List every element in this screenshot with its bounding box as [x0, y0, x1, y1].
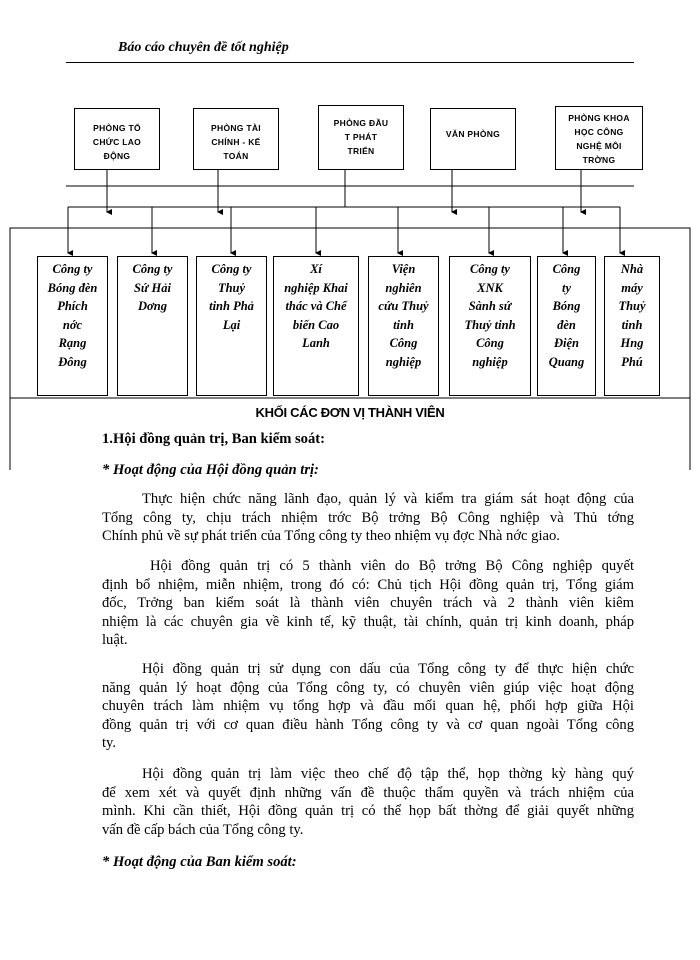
- dept-label: TRIỂN: [347, 146, 375, 156]
- unit-label: cứu Thuỷ: [378, 299, 429, 313]
- unit-box-cao-lanh: [273, 256, 359, 396]
- unit-label: ty: [561, 280, 572, 295]
- unit-label: Dơng: [138, 299, 167, 313]
- paragraph-line: chuyên trách làm nhiệm vụ tổng hợp và đầu mối quan hệ, phối hợp giữa Hội: [102, 698, 634, 714]
- unit-label: Viện: [391, 262, 416, 276]
- paragraph-line: Tổng công ty, chịu trách nhiệm trớc Bộ trởng Bộ Công nghiệp và Thủ tớng: [102, 509, 634, 526]
- paragraph-3: [102, 660, 634, 753]
- unit-box-vien-nghien-cuu: [368, 256, 439, 396]
- dept-label: ĐỘNG: [103, 151, 131, 161]
- unit-box-xnk: [449, 256, 531, 396]
- paragraph-line: ty.: [102, 735, 117, 751]
- unit-label: nghiệp: [472, 354, 508, 369]
- paragraph-line: đồng quản trị với cơ quan điều hành Tổng công ty và cơ quan ngoài Tổng công: [102, 716, 634, 733]
- paragraph-line: mình. Khi cần thiết, Hội đồng quản trị có thể họp bất thờng để giải quyết những: [102, 803, 634, 819]
- unit-label: thác và Chế: [285, 299, 347, 313]
- paragraph-2: [102, 557, 634, 650]
- unit-label: Phích: [57, 299, 88, 313]
- paragraph-line: định bổ nhiệm, miễn nhiệm, trong đó có: Chủ tịch Hội đồng quản trị, Tổng giám: [102, 576, 634, 593]
- dept-label: PHÒNG ĐẦU: [333, 118, 389, 128]
- dept-box-dau-tu: [318, 105, 404, 170]
- unit-box-dien-quang: [537, 256, 596, 396]
- unit-label: Phú: [621, 354, 643, 369]
- paragraph-line: năng quản lý hoạt động của Tổng công ty, có chuyên viên giúp việc hoạt động: [102, 679, 634, 696]
- unit-label: Nhà: [620, 262, 644, 276]
- dept-label: TRỜNG: [582, 155, 616, 165]
- unit-label: Công ty: [211, 262, 252, 276]
- dept-label: HỌC CÔNG: [574, 127, 624, 137]
- dept-box-khoa-hoc: [555, 106, 643, 170]
- unit-label: Sành sứ: [468, 299, 512, 313]
- paragraph-1: [102, 490, 634, 546]
- unit-label: Công: [552, 262, 581, 276]
- paragraph-line: vấn đề cấp bách của Tổng công ty.: [102, 821, 304, 838]
- paragraph-line: Hội đồng quản trị sử dụng con dấu của Tổng công ty để thực hiện chức: [142, 661, 634, 677]
- unit-label: Công: [389, 336, 418, 350]
- unit-label: Xí: [310, 262, 322, 276]
- paragraph-line: Hội đồng quản trị có 5 thành viên do Bộ trởng Bộ Công nghiệp quyết: [150, 558, 634, 574]
- org-chart-connectors: [0, 0, 700, 470]
- dept-label: T PHÁT: [344, 132, 378, 142]
- paragraph-line: nhiệm là các chuyên gia về kinh tế, kỹ thuật, tài chính, quản trị kinh doanh, pháp: [102, 613, 634, 630]
- unit-label: Quang: [548, 354, 585, 369]
- dept-label: PHÒNG TỔ: [93, 123, 141, 133]
- unit-label: Thuỷ: [217, 280, 246, 295]
- dept-box-van-phong: [430, 108, 516, 170]
- unit-label: nghiệp: [385, 354, 422, 369]
- unit-label: nghiệp Khai: [284, 280, 348, 295]
- unit-label: Bóng đèn: [47, 280, 98, 295]
- dept-label: PHÒNG KHOA: [568, 113, 630, 123]
- unit-box-su-hai-duong: [117, 256, 188, 396]
- dept-label: NGHỆ MÔI: [576, 141, 622, 151]
- unit-label: Sứ Hải: [133, 280, 171, 295]
- unit-label: Công ty: [132, 262, 173, 276]
- dept-label: TOÁN: [223, 151, 249, 161]
- unit-label: biến Cao: [292, 317, 340, 332]
- unit-label: XNK: [477, 280, 503, 295]
- unit-label: Bóng: [552, 299, 581, 313]
- paragraph-line: Chính phủ về sự phát triển của Tổng công ty theo nhiệm vụ đợc Nhà nớc giao.: [102, 528, 560, 544]
- dept-label: CHỨC LAO: [92, 137, 142, 147]
- paragraph-line: luật.: [102, 632, 128, 648]
- unit-label: nớc: [62, 317, 83, 332]
- unit-box-pha-lai: [196, 256, 267, 396]
- dept-box-to-chuc: [74, 108, 160, 170]
- dept-label: PHÒNG TÀI: [211, 123, 261, 133]
- unit-label: Thuỷ: [618, 299, 646, 313]
- unit-label: nghiên: [385, 280, 422, 295]
- page-header-title: Báo cáo chuyên đề tốt nghiệp: [118, 40, 289, 55]
- unit-label: máy: [621, 280, 643, 295]
- unit-label: Điện: [554, 336, 579, 350]
- unit-box-hung-phu: [604, 256, 660, 396]
- subsection-heading-board: * Hoạt động của Hội đồng quản trị:: [102, 462, 319, 478]
- subsection-heading-supervisory: * Hoạt động của Ban kiểm soát:: [102, 854, 297, 870]
- unit-label: Thuỷ tinh: [464, 317, 516, 332]
- paragraph-line: để xem xét và quyết định những vấn đề thuộc thẩm quyền và trách nhiệm của: [102, 784, 634, 801]
- unit-label: Hng: [620, 336, 644, 350]
- unit-label: Đông: [58, 354, 87, 369]
- unit-label: Rạng: [58, 336, 87, 350]
- unit-label: Lại: [222, 317, 241, 332]
- unit-label: tinh: [621, 317, 643, 332]
- unit-label: tinh Phả: [209, 299, 254, 313]
- unit-label: Lanh: [302, 336, 330, 350]
- paragraph-line: Thực hiện chức năng lãnh đạo, quản lý và kiểm tra giám sát hoạt động của: [142, 491, 634, 507]
- unit-label: Công ty: [52, 262, 93, 276]
- dept-label: CHÍNH - KẾ: [211, 137, 261, 147]
- dept-box-tai-chinh: [193, 108, 279, 170]
- member-units-group-label: KHỐI CÁC ĐƠN VỊ THÀNH VIÊN: [255, 405, 445, 420]
- section-heading: 1.Hội đồng quản trị, Ban kiểm soát:: [102, 431, 325, 447]
- paragraph-4: [102, 765, 634, 839]
- dept-label: VĂN PHÒNG: [445, 129, 501, 139]
- unit-label: Công: [476, 336, 504, 350]
- paragraph-line: Hội đồng quản trị làm việc theo chế độ tập thể, họp thờng kỳ hàng quý: [142, 766, 634, 782]
- unit-label: Công ty: [470, 262, 510, 276]
- unit-label: đèn: [557, 317, 576, 332]
- unit-label: tinh: [393, 317, 414, 332]
- unit-box-rang-dong: [37, 256, 108, 396]
- paragraph-line: đốc, Trởng ban kiểm soát là thành viên chuyên trách và 2 thành viên kiêm: [102, 595, 634, 611]
